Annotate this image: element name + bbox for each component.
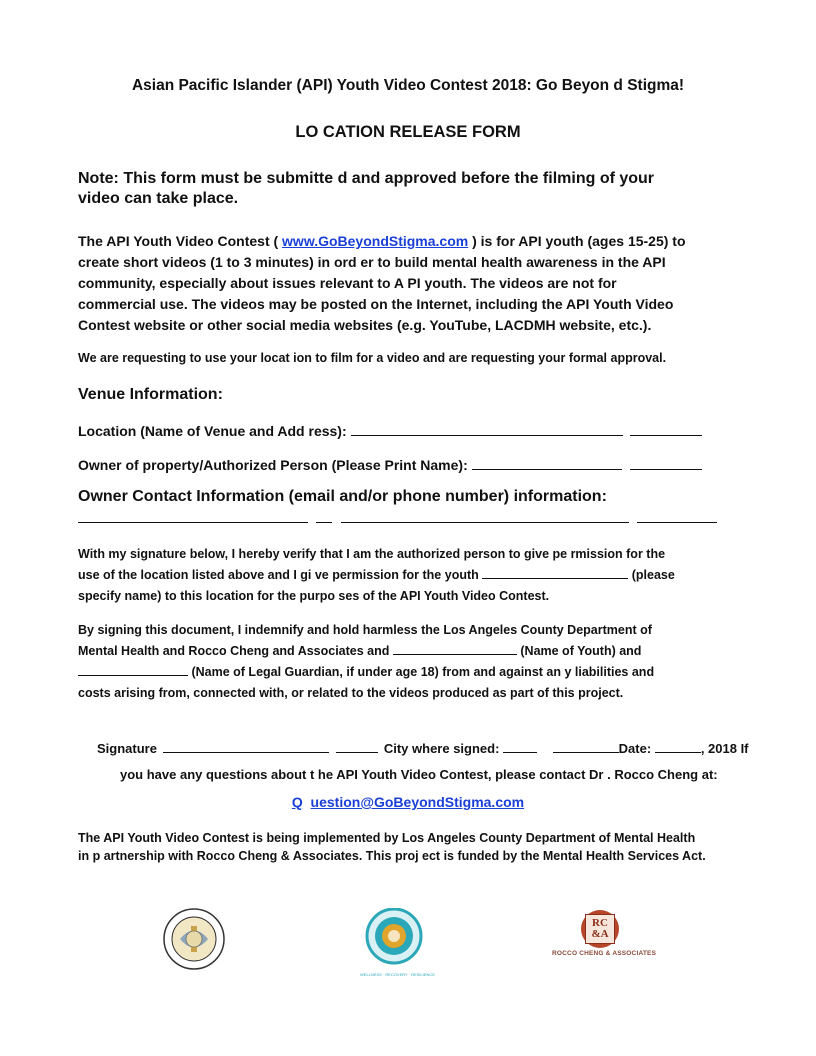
location-label: Location (Name of Venue and Add ress): [78, 423, 347, 439]
location-field[interactable] [351, 421, 623, 436]
location-row [78, 421, 702, 439]
footer [78, 829, 738, 865]
intro-line-2: create short videos (1 to 3 minutes) in ord er to build mental health awareness in the API [78, 254, 666, 270]
indemnify-line-1: By signing this document, I indemnify and hold harmless the Los Angeles County Department of [78, 623, 652, 637]
intro-line-3: community, especially about issues relevant to A PI youth. The videos are not for [78, 275, 617, 291]
location-field-2[interactable] [630, 421, 702, 436]
owner-field-2[interactable] [630, 455, 702, 470]
signature-row [97, 740, 749, 756]
indemnify-line-2 [78, 641, 738, 662]
county-seal-icon [163, 908, 225, 970]
verify-line-3: specify name) to this location for the purpo ses of the API Youth Video Contest. [78, 589, 550, 603]
footer-line-2: in p artnership with Rocco Cheng & Associates. This proj ect is funded by the Mental Health Services Act. [78, 849, 706, 863]
website-link[interactable]: www.GoBeyondStigma.com [282, 233, 469, 249]
dmh-caption: WELLNESS · RECOVERY · RESILIENCE [360, 972, 435, 977]
guardian-name-field[interactable] [78, 663, 188, 676]
owner-label: Owner of property/Authorized Person (Please Print Name): [78, 457, 468, 473]
intro-line-1 [78, 231, 686, 252]
contact-heading: Owner Contact Information (email and/or phone number) information: [78, 488, 607, 505]
intro-post-link: ) is for API youth (ages 15-25) to [468, 233, 686, 249]
signature-label: Signature [97, 741, 157, 756]
rocco-caption: ROCCO CHENG & ASSOCIATES [552, 950, 657, 957]
contact-field-1[interactable] [78, 508, 308, 523]
dmh-seal-icon [360, 908, 428, 966]
indemnify-line-4: costs arising from, connected with, or related to the videos produced as part of this project. [78, 686, 624, 700]
indemnify-line-2b: (Name of Youth) and [520, 644, 642, 658]
signature-field[interactable] [163, 740, 329, 753]
indemnify-line-3 [78, 662, 738, 683]
intro-line-5: Contest website or other social media websites (e.g. YouTube, LACDMH website, etc.). [78, 317, 652, 333]
venue-heading: Venue Information: [78, 386, 223, 403]
owner-row [78, 455, 702, 473]
signature-field-2[interactable] [336, 740, 378, 753]
city-label: City where signed: [383, 741, 500, 756]
youth-name-field-2[interactable] [393, 642, 517, 655]
date-label: Date: [618, 741, 652, 756]
verify-line-2a: use of the location listed above and I gi ve permission for the youth [78, 568, 479, 582]
intro-pre-link: The API Youth Video Contest ( [78, 233, 283, 249]
request-text: We are requesting to use your locat ion to film for a video and are requesting your formal approval. [78, 351, 667, 365]
city-field-2[interactable] [553, 740, 619, 753]
rocco-mark-top: RC [592, 917, 608, 929]
county-seal-logo [163, 908, 225, 970]
verify-line-2 [78, 565, 740, 586]
indemnify-line-2a: Mental Health and Rocco Cheng and Associates and [78, 644, 390, 658]
form-title: LO CATION RELEASE FORM [295, 123, 521, 141]
verify-line-2b: (please [631, 568, 675, 582]
contact-field-4[interactable] [637, 508, 717, 523]
intro-line-4: commercial use. The videos may be posted on the Internet, including the API Youth Video [78, 296, 674, 312]
contact-email [0, 794, 816, 810]
rocco-mark-bottom: &A [591, 928, 609, 940]
note [78, 169, 678, 209]
verify-line-1: With my signature below, I hereby verify that I am the authorized person to give pe rmission for the [78, 547, 666, 561]
verify-paragraph [78, 544, 740, 607]
email-link[interactable]: uestion@GoBeyondStigma.com [310, 794, 525, 810]
contact-fields [78, 508, 717, 528]
contact-field-2[interactable] [316, 508, 332, 523]
date-field[interactable] [655, 740, 701, 753]
year-tail: , 2018 If [700, 741, 749, 756]
note-line-2: video can take place. [78, 190, 239, 207]
dmh-logo [360, 908, 435, 977]
footer-line-1: The API Youth Video Contest is being implemented by Los Angeles County Department of Mental Health [78, 831, 696, 845]
indemnify-line-3b: (Name of Legal Guardian, if under age 18) from and against an y liabilities and [191, 665, 655, 679]
email-link-q[interactable]: Q [291, 794, 303, 810]
city-field[interactable] [503, 740, 537, 753]
indemnify-paragraph [78, 620, 738, 704]
rocco-mark [581, 910, 619, 948]
intro-paragraph [78, 231, 686, 336]
note-line-1: Note: This form must be submitte d and approved before the filming of your [78, 170, 655, 187]
contest-title: Asian Pacific Islander (API) Youth Video Contest 2018: Go Beyon d Stigma! [131, 77, 685, 94]
contact-field-3[interactable] [341, 508, 629, 523]
owner-field[interactable] [472, 455, 622, 470]
contact-line: you have any questions about t he API Youth Video Contest, please contact Dr . Rocco Cheng at: [120, 767, 718, 782]
youth-name-field[interactable] [482, 566, 628, 579]
rocco-cheng-logo [552, 910, 657, 962]
